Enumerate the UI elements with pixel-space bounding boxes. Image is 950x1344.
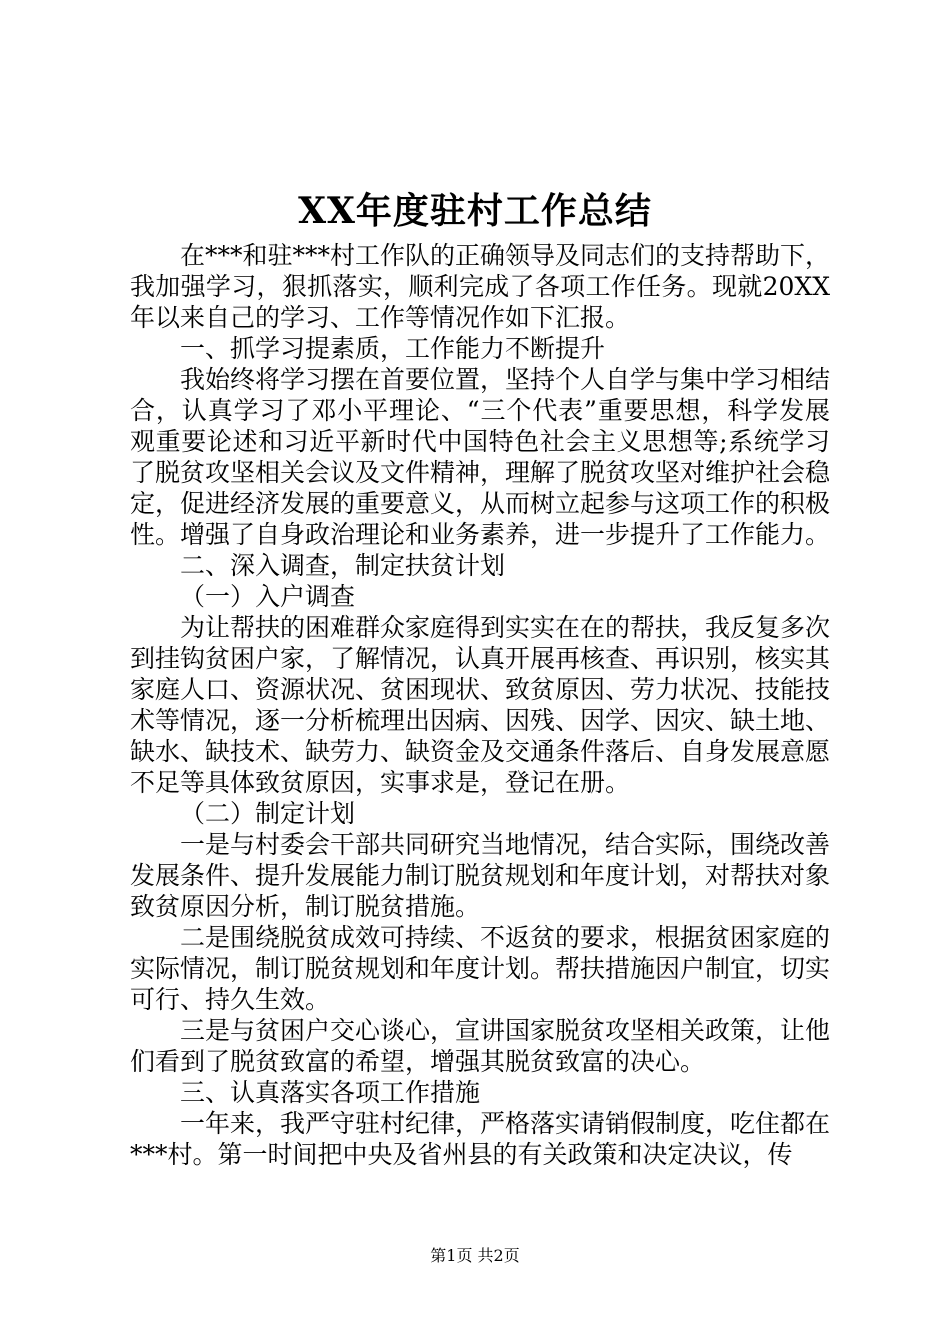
paragraph-household-survey: 为让帮扶的困难群众家庭得到实实在在的帮扶，我反复多次到挂钩贫困户家，了解情况，认真开展再核查、再识别，核实其家庭人口、资源状况、贫困现状、致贫原因、劳力状况、技能技术等情况，逐一分析梳理出因病、因残、因学、因灾、缺土地、缺水、缺技术、缺劳力、缺资金及交通条件落后、自身发展意愿不足等具体致贫原因，实事求是，登记在册。 — [130, 613, 831, 797]
page-number-footer: 第1页 共2页 — [430, 1246, 520, 1265]
paragraph-measures: 一年来，我严守驻村纪律，严格落实请销假制度，吃住都在***村。第一时间把中央及省州县的有关政策和决定决议，传 — [130, 1109, 831, 1169]
section-heading-3: 三、认真落实各项工作措施 — [180, 1078, 481, 1107]
subsection-heading-plan: （二）制定计划 — [180, 799, 356, 828]
section-heading-2: 二、深入调查，制定扶贫计划 — [180, 551, 506, 580]
paragraph-study: 我始终将学习摆在首要位置，坚持个人自学与集中学习相结合，认真学习了邓小平理论、“三个代表”重要思想，科学发展观重要论述和习近平新时代中国特色社会主义思想等;系统学习了脱贫攻坚相关会议及文件精神，理解了脱贫攻坚对维护社会稳定，促进经济发展的重要意义，从而树立起参与这项工作的积极性。增强了自身政治理论和业务素养，进一步提升了工作能力。 — [130, 365, 831, 549]
document-body — [130, 240, 830, 1170]
document-title: XX年度驻村工作总结 — [298, 190, 652, 232]
paragraph-plan-one: 一是与村委会干部共同研究当地情况，结合实际，围绕改善发展条件、提升发展能力制订脱贫规划和年度计划，对帮扶对象致贫原因分析，制订脱贫措施。 — [130, 830, 831, 921]
section-heading-1: 一、抓学习提素质，工作能力不断提升 — [180, 334, 606, 363]
paragraph-plan-three: 三是与贫困户交心谈心，宣讲国家脱贫攻坚相关政策，让他们看到了脱贫致富的希望，增强其脱贫致富的决心。 — [130, 1016, 831, 1076]
paragraph-plan-two: 二是围绕脱贫成效可持续、不返贫的要求，根据贫困家庭的实际情况，制订脱贫规划和年度计划。帮扶措施因户制宜，切实可行、持久生效。 — [130, 923, 831, 1014]
subsection-heading-household: （一）入户调查 — [180, 582, 356, 611]
paragraph-intro: 在***和驻***村工作队的正确领导及同志们的支持帮助下，我加强学习，狠抓落实，顺利完成了各项工作任务。现就20XX年以来自己的学习、工作等情况作如下汇报。 — [130, 241, 831, 332]
